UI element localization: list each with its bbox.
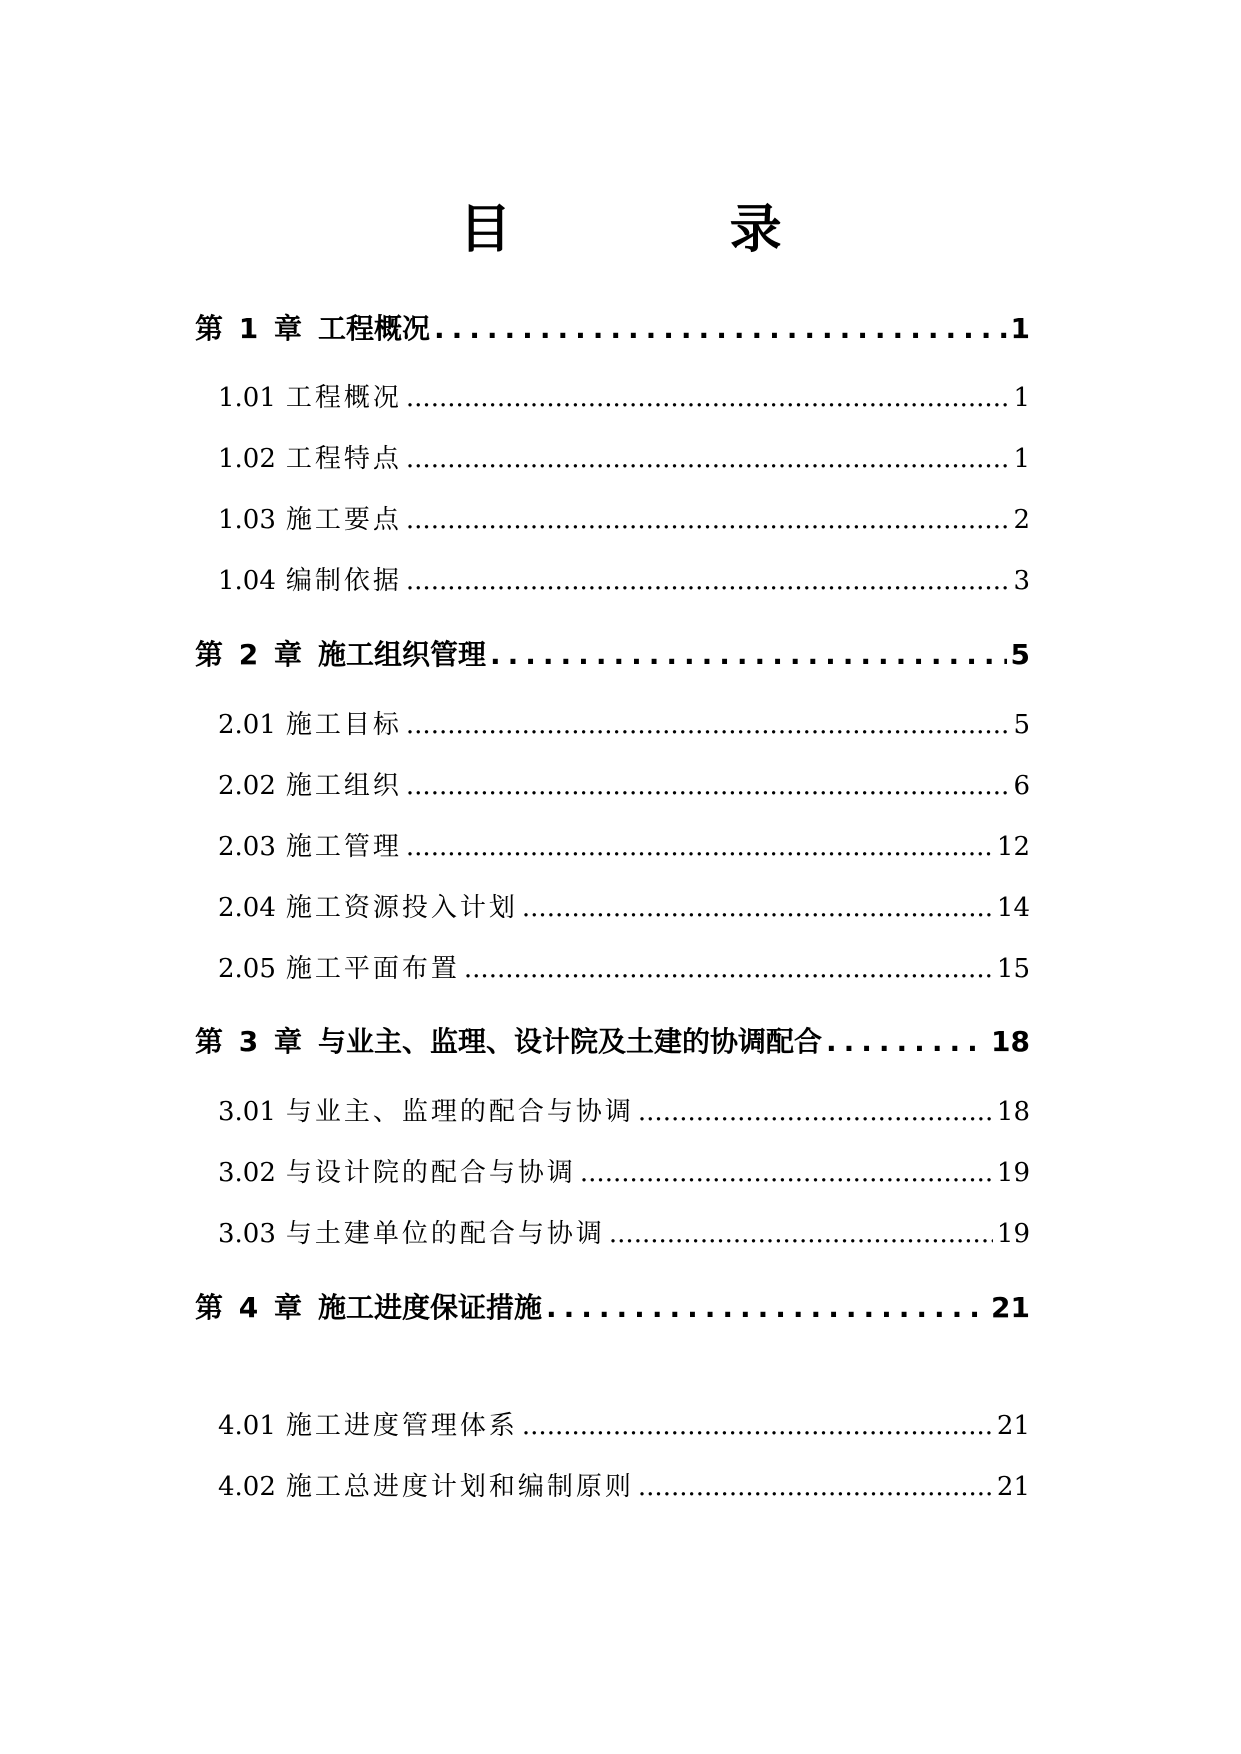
toc-section-1-03[interactable] [218,502,1030,538]
toc-dot-leader [406,502,1010,538]
toc-section-title: 编制依据 [285,566,402,596]
toc-page-number: 5 [1013,710,1030,740]
toc-dot-leader [406,829,993,865]
toc-dot-leader [406,380,1010,416]
toc-page-number: 1 [1013,383,1030,413]
toc-dot-leader [609,1216,993,1252]
toc-chapter-number: 第 3 章 [195,1025,302,1058]
toc-section-title: 工程特点 [285,444,402,474]
toc-page-number: 18 [996,1097,1030,1127]
toc-chapter-1[interactable] [195,311,1030,347]
toc-dot-leader [490,637,1007,673]
toc-section-2-05[interactable] [218,951,1030,987]
toc-chapter-title: 工程概况 [317,312,430,345]
toc-section-number: 3.02 [218,1158,276,1188]
toc-page-number: 21 [991,1291,1030,1324]
toc-chapter-number: 第 4 章 [195,1291,302,1324]
toc-dot-leader [522,1408,993,1444]
toc-section-title: 施工目标 [285,710,402,740]
toc-page-number: 1 [1010,312,1030,345]
toc-dot-leader [406,707,1010,743]
page-title: 目 录 [459,200,865,260]
toc-dot-leader [406,441,1010,477]
toc-section-number: 1.03 [218,505,276,535]
toc-chapter-title: 与业主、监理、设计院及土建的协调配合 [317,1025,822,1058]
toc-section-2-03[interactable] [218,829,1030,865]
toc-section-number: 2.03 [218,832,276,862]
toc-section-title: 施工组织 [285,771,402,801]
toc-section-title: 施工总进度计划和编制原则 [285,1472,634,1502]
toc-page-number: 21 [996,1472,1030,1502]
toc-section-3-02[interactable] [218,1155,1030,1191]
toc-section-number: 4.02 [218,1472,276,1502]
toc-section-4-02[interactable] [218,1469,1030,1505]
toc-section-1-01[interactable] [218,380,1030,416]
toc-section-title: 施工进度管理体系 [285,1411,518,1441]
toc-section-1-04[interactable] [218,563,1030,599]
toc-section-title: 施工要点 [285,505,402,535]
toc-section-title: 施工资源投入计划 [285,893,518,923]
toc-section-number: 1.04 [218,566,276,596]
toc-section-number: 2.04 [218,893,276,923]
toc-section-title: 与业主、监理的配合与协调 [285,1097,634,1127]
toc-section-1-02[interactable] [218,441,1030,477]
toc-page-number: 1 [1013,444,1030,474]
toc-page-number: 2 [1013,505,1030,535]
toc-page-number: 12 [996,832,1030,862]
toc-dot-leader [522,890,993,926]
toc-page-number: 19 [996,1219,1030,1249]
toc-dot-leader [638,1094,993,1130]
toc-dot-leader [546,1290,987,1326]
toc-section-number: 3.01 [218,1097,276,1127]
toc-page-number: 6 [1013,771,1030,801]
toc-section-number: 2.01 [218,710,276,740]
toc-chapter-title: 施工进度保证措施 [317,1291,542,1324]
toc-section-2-02[interactable] [218,768,1030,804]
toc-section-number: 4.01 [218,1411,276,1441]
toc-dot-leader [826,1024,987,1060]
toc-dot-leader [464,951,993,987]
toc-section-number: 1.02 [218,444,276,474]
toc-section-2-04[interactable] [218,890,1030,926]
toc-section-title: 施工管理 [285,832,402,862]
toc-section-number: 2.02 [218,771,276,801]
toc-chapter-2[interactable] [195,637,1030,673]
toc-section-3-03[interactable] [218,1216,1030,1252]
toc-dot-leader [580,1155,993,1191]
toc-section-2-01[interactable] [218,707,1030,743]
toc-chapter-number: 第 2 章 [195,638,302,671]
toc-page-number: 15 [996,954,1030,984]
toc-section-number: 3.03 [218,1219,276,1249]
toc-chapter-4[interactable] [195,1290,1030,1326]
toc-section-title: 施工平面布置 [285,954,460,984]
toc-dot-leader [406,768,1010,804]
toc-page-number: 18 [991,1025,1030,1058]
toc-section-3-01[interactable] [218,1094,1030,1130]
toc-page-number: 19 [996,1158,1030,1188]
toc-dot-leader [434,311,1007,347]
toc-dot-leader [638,1469,993,1505]
toc-chapter-number: 第 1 章 [195,312,302,345]
toc-section-number: 1.01 [218,383,276,413]
toc-page-number: 3 [1013,566,1030,596]
toc-chapter-3[interactable] [195,1024,1030,1060]
toc-section-4-01[interactable] [218,1408,1030,1444]
toc-dot-leader [406,563,1010,599]
toc-page-number: 21 [996,1411,1030,1441]
toc-section-title: 与土建单位的配合与协调 [285,1219,605,1249]
toc-section-title: 工程概况 [285,383,402,413]
toc-section-title: 与设计院的配合与协调 [285,1158,576,1188]
toc-page-number: 14 [996,893,1030,923]
toc-section-number: 2.05 [218,954,276,984]
toc-chapter-title: 施工组织管理 [317,638,486,671]
toc-page-number: 5 [1010,638,1030,671]
